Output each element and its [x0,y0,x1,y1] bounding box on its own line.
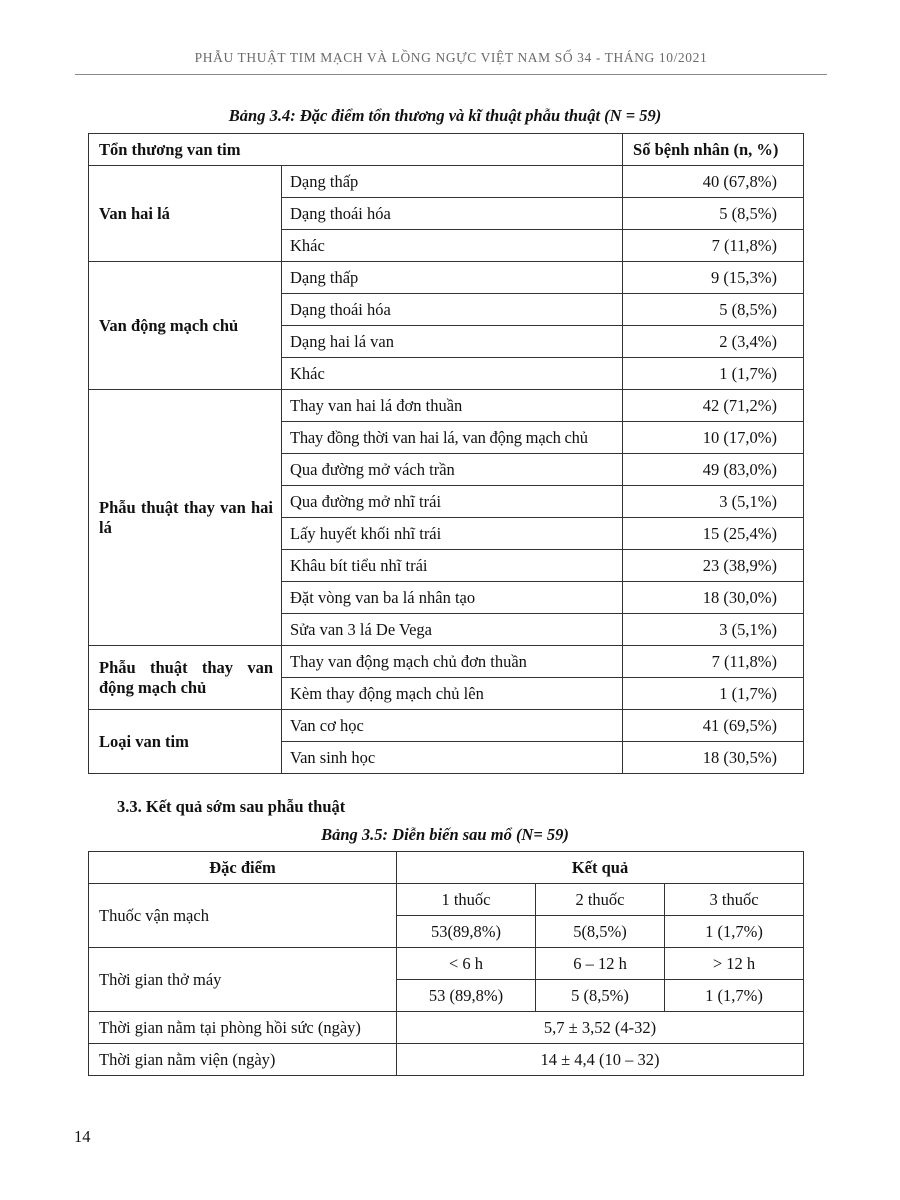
table-row [89,1044,804,1076]
vasopressor-category: 1 thuốc [397,884,536,916]
vasopressor-category: 3 thuốc [665,884,804,916]
row-label: Khác [282,358,623,390]
ventilation-category: 6 – 12 h [536,948,665,980]
table-row [89,884,804,916]
row-label: Thay đồng thời van hai lá, van động mạch chủ [282,422,623,454]
row-value: 3 (5,1%) [623,614,804,646]
row-label: Khâu bít tiểu nhĩ trái [282,550,623,582]
ventilation-value: 5 (8,5%) [536,980,665,1012]
table-3-4 [88,133,804,774]
vasopressor-value: 5(8,5%) [536,916,665,948]
col-feature-header: Đặc điểm [89,852,397,884]
vasopressor-category: 2 thuốc [536,884,665,916]
col-count-header: Số bệnh nhân (n, %) [623,134,804,166]
icu-stay-value: 5,7 ± 3,52 (4-32) [397,1012,804,1044]
table-header-row [89,852,804,884]
row-label: Dạng hai lá van [282,326,623,358]
table-row [89,710,804,742]
header-rule [75,74,827,75]
row-label: Dạng thoái hóa [282,294,623,326]
row-label: Thay van hai lá đơn thuần [282,390,623,422]
ventilation-category: > 12 h [665,948,804,980]
ventilation-label: Thời gian thở máy [89,948,397,1012]
col-result-header: Kết quả [397,852,804,884]
row-label: Van cơ học [282,710,623,742]
hospital-stay-label: Thời gian nằm viện (ngày) [89,1044,397,1076]
row-value: 18 (30,0%) [623,582,804,614]
table-3-5 [88,851,804,1076]
row-value: 18 (30,5%) [623,742,804,774]
group-label-mitral-surgery: Phẫu thuật thay van hai lá [89,390,282,646]
group-label-mitral-valve: Van hai lá [89,166,282,262]
ventilation-value: 1 (1,7%) [665,980,804,1012]
row-label: Kèm thay động mạch chủ lên [282,678,623,710]
row-value: 1 (1,7%) [623,358,804,390]
row-label: Qua đường mở vách trần [282,454,623,486]
table-header-row [89,134,804,166]
ventilation-category: < 6 h [397,948,536,980]
row-value: 9 (15,3%) [623,262,804,294]
row-value: 2 (3,4%) [623,326,804,358]
ventilation-value: 53 (89,8%) [397,980,536,1012]
icu-stay-label: Thời gian nằm tại phòng hồi sức (ngày) [89,1012,397,1044]
row-label: Thay van động mạch chủ đơn thuần [282,646,623,678]
row-label: Qua đường mở nhĩ trái [282,486,623,518]
row-value: 5 (8,5%) [623,294,804,326]
row-value: 23 (38,9%) [623,550,804,582]
col-lesion-header: Tổn thương van tim [89,134,623,166]
page-number: 14 [74,1127,91,1146]
row-label: Lấy huyết khối nhĩ trái [282,518,623,550]
vasopressor-value: 53(89,8%) [397,916,536,948]
row-label: Đặt vòng van ba lá nhân tạo [282,582,623,614]
group-label-valve-type: Loại van tim [89,710,282,774]
table-row [89,262,804,294]
group-label-aortic-valve: Van động mạch chủ [89,262,282,390]
row-value: 10 (17,0%) [623,422,804,454]
row-label: Dạng thấp [282,262,623,294]
vasopressor-label: Thuốc vận mạch [89,884,397,948]
table-row [89,390,804,422]
group-label-aortic-surgery: Phẫu thuật thay van động mạch chủ [89,646,282,710]
table-row [89,1012,804,1044]
table-row [89,166,804,198]
row-label: Khác [282,230,623,262]
row-value: 41 (69,5%) [623,710,804,742]
row-value: 1 (1,7%) [623,678,804,710]
row-label: Van sinh học [282,742,623,774]
row-label: Dạng thoái hóa [282,198,623,230]
row-value: 42 (71,2%) [623,390,804,422]
table-row [89,646,804,678]
table-row [89,948,804,980]
row-value: 3 (5,1%) [623,486,804,518]
table-3-5-caption: Bảng 3.5: Diễn biến sau mổ (N= 59) [321,825,569,844]
section-heading: 3.3. Kết quả sớm sau phẫu thuật [117,797,346,816]
hospital-stay-value: 14 ± 4,4 (10 – 32) [397,1044,804,1076]
row-value: 49 (83,0%) [623,454,804,486]
row-label: Sửa van 3 lá De Vega [282,614,623,646]
running-header: PHẪU THUẬT TIM MẠCH VÀ LỒNG NGỰC VIỆT NAM SỐ 34 - THÁNG 10/2021 [194,50,708,65]
row-value: 7 (11,8%) [623,646,804,678]
table-3-4-caption: Bảng 3.4: Đặc điểm tổn thương và kĩ thuật phẫu thuật (N = 59) [228,106,662,125]
vasopressor-value: 1 (1,7%) [665,916,804,948]
row-label: Dạng thấp [282,166,623,198]
row-value: 7 (11,8%) [623,230,804,262]
row-value: 15 (25,4%) [623,518,804,550]
row-value: 40 (67,8%) [623,166,804,198]
row-value: 5 (8,5%) [623,198,804,230]
